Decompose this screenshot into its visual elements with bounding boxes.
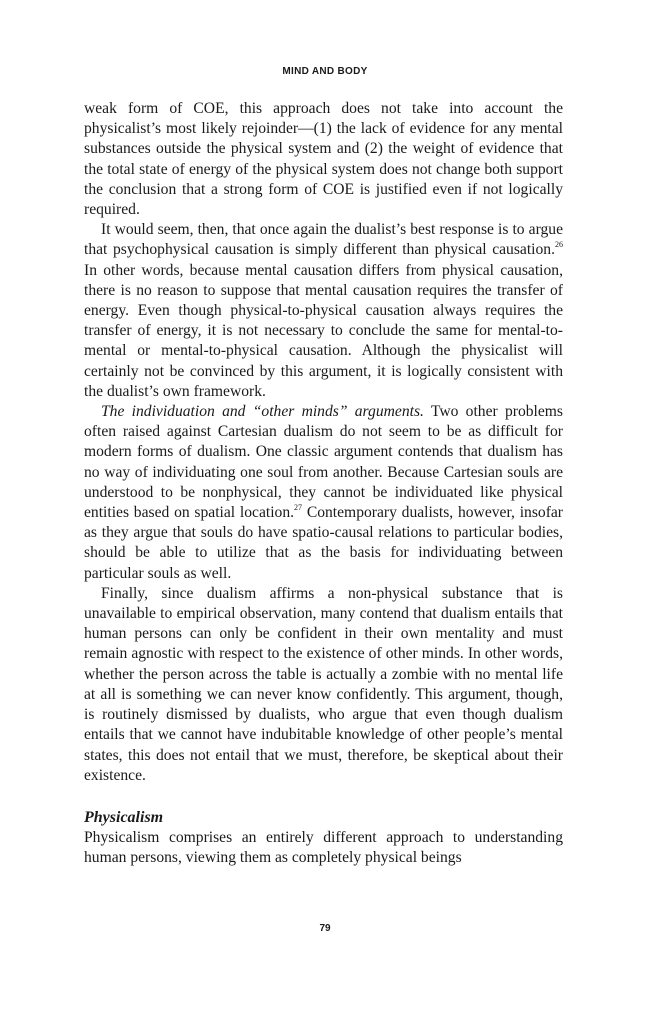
paragraph-other-minds: Finally, since dualism affirms a non-physical substance that is unavailable to empirical observation, many contend that dualism entails that human persons can only be confident in their own mentality and must remain agnostic with respect to the existence of other minds. In other words, whether the person across the table is actually a zombie with no mental life at all is something we can never know confidently. This argument, though, is routinely dismissed by dualists, who argue that even though dualism entails that we cannot have indubitable knowledge of other people’s mental states, this does not entail that we must, therefore, be skeptical about their existence. (84, 584, 563, 784)
paragraph-individuation (84, 402, 563, 584)
page-number: 79 (319, 923, 331, 934)
paragraph-physicalism: Physicalism comprises an entirely different approach to understanding human persons, viewing them as completely physical beings (84, 829, 563, 867)
paragraph-psychophysical-causation (84, 220, 563, 402)
section-heading: Physicalism (84, 808, 164, 826)
paragraph-coe-continuation: weak form of COE, this approach does not take into account the physicalist’s most likely rejoinder—(1) the lack of evidence for any mental substances outside the physical system and (2) the weight of evidence that the total state of energy of the physical system does not change both support the conclusion that a strong form of COE is justified even if not logically required. (84, 100, 563, 219)
paragraph-text: In other words, because mental causation differs from physical causation, there is no reason to suppose that mental causation requires the transfer of energy. Even though physical-to-physical causation always requires the transfer of energy, it is not necessary to conclude the same for mental-to-mental or mental-to-physical causation. Although the physicalist will certainly not be convinced by this argument, it is logically consistent with the dualist’s own framework. (84, 261, 563, 400)
run-in-title: The individuation and “other minds” arguments. (101, 403, 424, 421)
footnote-marker-26: 26 (555, 240, 563, 250)
paragraph-text: Contemporary dualists, however, insofar as they argue that souls do have spatio-causal relations to particular bodies, should be able to utilize that as the basis for individuating between particular souls as well. (84, 504, 563, 582)
paragraph-text: Two other problems often raised against Cartesian dualism do not seem to be as difficult for modern forms of dualism. One classic argument contends that dualism has no way of individuating one soul from another. Because Cartesian souls are understood to be nonphysical, they cannot be individuated like physical entities based on spatial location. (84, 403, 563, 522)
body-text (84, 99, 563, 869)
footnote-marker-27: 27 (294, 502, 303, 512)
paragraph-text: It would seem, then, that once again the dualist’s best response is to argue that psychophysical causation is simply different than physical causation. (84, 221, 563, 259)
running-head: MIND AND BODY (282, 66, 368, 77)
